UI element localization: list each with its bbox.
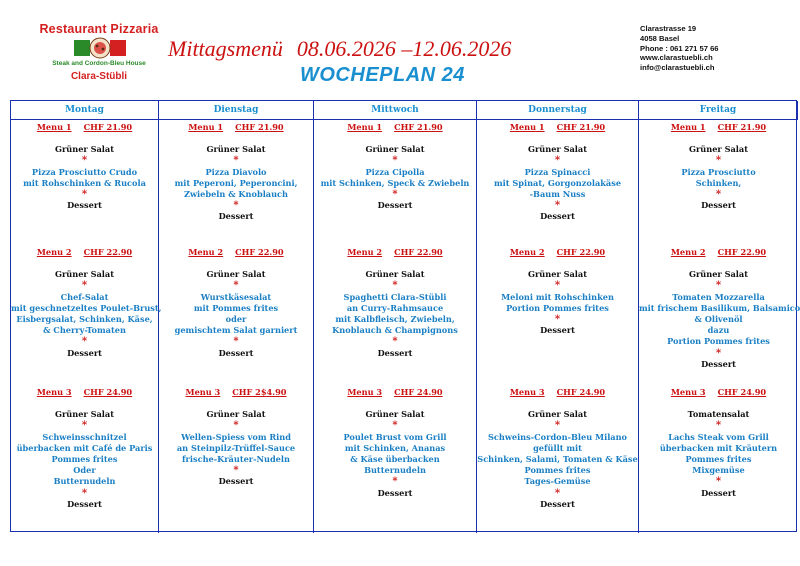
asterisk-icon: * [554,420,561,432]
menu-heading [11,122,158,133]
dish-description: mit Schinken, Ananas [344,442,446,453]
menu-heading [11,387,158,398]
menu-2-block [11,247,162,359]
asterisk-icon: * [715,155,722,167]
menu-heading [314,247,476,258]
dish-description: Pizza Spinacci [524,166,591,177]
day-column-montag [11,120,162,533]
dish-description: gefüllt mit [533,442,582,453]
dish-description: mit Schinken, Speck & Zwiebeln [320,177,470,188]
course-item: Dessert [540,211,575,222]
asterisk-icon: * [81,155,88,167]
menu-price: CHF 2$4.90 [232,387,287,397]
asterisk-icon: * [715,476,722,488]
dish-description: Schinken, Salami, Tomaten & Käse [477,454,638,465]
dish-description: Pommes frites [685,454,752,465]
dish-description: Oder [73,465,96,476]
course-item: Tomatensalat [687,409,750,420]
asterisk-icon: * [81,280,88,292]
page-title [168,36,608,62]
asterisk-icon: * [715,347,722,359]
dish-description: Pommes frites [524,465,591,476]
dish-description: Tomaten Mozzarella [672,291,765,302]
course-item: Grüner Salat [55,144,114,155]
course-item: Grüner Salat [206,409,266,420]
dish-description: Pizza Prosciutto [681,166,756,177]
menu-1-block [11,122,158,211]
asterisk-icon: * [392,420,398,432]
menu-3-block [477,387,638,510]
course-item: Grüner Salat [528,409,587,420]
course-item: Dessert [701,487,736,498]
course-item: Dessert [377,200,413,211]
dish-description: Pommes frites [51,454,118,465]
address-web: www.clarastuebli.ch [640,53,713,63]
title-label: Mittagsmenü [168,36,283,61]
course-item: Dessert [701,200,736,211]
menu-price: CHF 24.90 [394,387,443,397]
dish-description: & Cherry-Tomaten [43,325,126,336]
day-column-mittwoch [314,120,477,533]
weekly-menu-table [10,100,800,532]
menu-label: Menu 2 [670,247,706,257]
course-item: Grüner Salat [689,144,748,155]
title-dates: 08.06.2026 –12.06.2026 [296,36,512,61]
asterisk-icon: * [392,155,398,167]
menu-2-block [314,247,476,359]
asterisk-icon: * [392,476,398,488]
dish-description: Schweinsschnitzel [42,431,127,442]
dish-description: & Olivenöl [694,314,743,325]
dish-description: überbacken mit Kräutern [659,442,778,453]
menu-label: Menu 3 [36,387,72,397]
day-column-freitag [639,120,798,533]
week-plan-title: WOCHEPLAN 24 [300,64,465,86]
course-item: Dessert [67,200,102,211]
menu-heading [477,387,638,398]
dish-description: Pizza Cipolla [365,166,425,177]
logo-subname: Clara-Stübli [70,71,128,82]
course-item: Grüner Salat [528,144,587,155]
menu-heading [477,247,638,258]
dish-description: -Baum Nuss [529,189,586,200]
dish-description: Lachs Steak vom Grill [668,431,769,442]
asterisk-icon: * [715,420,722,432]
asterisk-icon: * [392,336,398,348]
asterisk-icon: * [81,336,88,348]
menu-label: Menu 2 [188,247,224,257]
course-item: Grüner Salat [365,144,425,155]
menu-price: CHF 24.90 [556,387,606,397]
menu-label: Menu 3 [185,387,221,397]
address-city: 4058 Basel [640,33,680,43]
asterisk-icon: * [715,189,722,201]
menu-label: Menu 1 [36,122,72,132]
logo-name: Restaurant Pizzaria [39,22,159,36]
dish-description: mit Spinat, Gorgonzolakäse [493,177,622,188]
menu-1-block [477,122,638,223]
dish-description: Poulet Brust vom Grill [343,431,447,442]
dish-description: oder [225,314,247,325]
menu-label: Menu 2 [36,247,72,257]
dish-description: Butternudeln [53,476,116,487]
address-phone: Phone : 061 271 57 66 [640,43,719,53]
asterisk-icon: * [233,200,239,212]
menu-3-block [314,387,476,499]
menu-1-block [159,122,313,223]
menu-2-block [639,247,798,370]
dish-description: Schweins-Cordon-Bleu Milano [487,431,628,442]
dish-description: Eisbergsalat, Schinken, Käse, [16,314,153,325]
dish-description: mit Rohschinken & Rucola [23,177,146,188]
menu-price: CHF 24.90 [83,387,133,397]
dish-description: Meloni mit Rohschinken [501,291,614,302]
menu-2-block [477,247,638,336]
menu-heading [639,247,798,258]
menu-heading [477,122,638,133]
dish-description: frische-Kräuter-Nudeln [182,454,290,465]
day-header-mittwoch: Mittwoch [314,101,477,120]
day-column-dienstag [159,120,314,533]
asterisk-icon: * [715,280,722,292]
course-item: Dessert [540,498,575,509]
address-email: info@clarastuebli.ch [640,63,715,73]
course-item: Dessert [377,347,413,358]
menu-price: CHF 21.90 [394,122,443,132]
menu-3-block [159,387,313,488]
menu-heading [159,387,313,398]
asterisk-icon: * [392,280,398,292]
dish-description: Wellen-Spiess vom Rind [181,431,291,442]
menu-3-block [11,387,158,510]
asterisk-icon: * [233,155,239,167]
dish-description: überbacken mit Café de Paris [16,442,153,453]
menu-label: Menu 1 [347,122,383,132]
menu-price: CHF 22.90 [83,247,133,257]
menu-heading [314,122,476,133]
dish-description: Portion Pommes frites [506,302,609,313]
course-item: Grüner Salat [206,269,266,280]
dish-description: Butternudeln [364,465,426,476]
menu-price: CHF 21.90 [235,122,284,132]
course-item: Grüner Salat [55,269,114,280]
dish-description: Chef-Salat [60,291,109,302]
course-item: Dessert [218,347,254,358]
dish-description: mit frischem Basilikum, Balsamico [639,302,800,313]
menu-label: Menu 1 [670,122,706,132]
menu-heading [159,247,313,258]
asterisk-icon: * [233,420,239,432]
dish-description: Portion Pommes frites [667,336,770,347]
contact-address [640,24,790,73]
dish-description: Spaghetti Clara-Stübli [343,291,447,302]
menu-heading [11,247,158,258]
dish-description: dazu [707,325,730,336]
course-item: Dessert [218,476,254,487]
course-item: Dessert [377,487,413,498]
dish-description: & Käse überbacken [350,454,440,465]
menu-heading [639,387,798,398]
menu-price: CHF 21.90 [83,122,133,132]
dish-description: Schinken, [695,177,742,188]
menu-3-block [639,387,798,499]
day-header-donnerstag: Donnerstag [477,101,639,120]
asterisk-icon: * [233,465,239,477]
menu-label: Menu 2 [347,247,383,257]
course-item: Dessert [67,347,102,358]
dish-description: mit geschnetzeltes Poulet-Brust, [11,302,162,313]
asterisk-icon: * [554,155,561,167]
asterisk-icon: * [554,200,561,212]
dish-description: Zwiebeln & Knoblauch [184,189,288,200]
menu-label: Menu 3 [670,387,706,397]
menu-price: CHF 21.90 [717,122,767,132]
dish-description: Wurstkäsesalat [200,291,272,302]
menu-1-block [314,122,476,211]
menu-price: CHF 24.90 [717,387,767,397]
course-item: Grüner Salat [206,144,266,155]
menu-heading [639,122,798,133]
dish-description: Knoblauch & Champignons [332,325,458,336]
asterisk-icon: * [81,189,88,201]
day-column-donnerstag [477,120,639,533]
menu-label: Menu 2 [509,247,545,257]
menu-price: CHF 22.90 [235,247,284,257]
logo-tagline: Steak and Cordon-Bleu House [52,60,146,67]
course-item: Grüner Salat [55,409,114,420]
dish-description: Pizza Prosciutto Crudo [31,166,138,177]
asterisk-icon: * [233,280,239,292]
asterisk-icon: * [392,189,398,201]
course-item: Grüner Salat [689,269,748,280]
dish-description: mit Pommes frites [193,302,279,313]
pizza-chef-logo-icon [72,36,128,60]
asterisk-icon: * [81,420,88,432]
menu-price: CHF 22.90 [556,247,606,257]
day-header-dienstag: Dienstag [159,101,314,120]
dish-description: Pizza Diavolo [205,166,267,177]
menu-1-block [639,122,798,211]
menu-label: Menu 1 [509,122,545,132]
course-item: Dessert [67,498,102,509]
asterisk-icon: * [554,487,561,499]
day-header-freitag: Freitag [639,101,798,120]
menu-price: CHF 22.90 [717,247,767,257]
course-item: Grüner Salat [365,409,425,420]
dish-description: Tages-Gemüse [524,476,591,487]
dish-description: Mixgemüse [692,465,745,476]
menu-label: Menu 3 [509,387,545,397]
asterisk-icon: * [554,280,561,292]
menu-heading [159,122,313,133]
menu-price: CHF 21.90 [556,122,606,132]
menu-label: Menu 3 [347,387,383,397]
menu-price: CHF 22.90 [394,247,443,257]
course-item: Dessert [218,211,254,222]
day-header-montag: Montag [11,101,159,120]
course-item: Grüner Salat [365,269,425,280]
dish-description: an Curry-Rahmsauce [346,302,444,313]
asterisk-icon: * [233,336,239,348]
address-street: Clarastrasse 19 [640,24,697,33]
dish-description: mit Peperoni, Peperoncini, [174,177,298,188]
course-item: Dessert [540,325,575,336]
menu-label: Menu 1 [188,122,224,132]
asterisk-icon: * [554,314,561,326]
dish-description: gemischtem Salat garniert [174,325,298,336]
menu-heading [314,387,476,398]
dish-description: mit Kalbfleisch, Zwiebeln, [335,314,455,325]
course-item: Dessert [701,358,736,369]
menu-2-block [159,247,313,359]
dish-description: an Steinpilz-Trüffel-Sauce [176,442,296,453]
asterisk-icon: * [81,487,88,499]
restaurant-logo [14,22,184,82]
course-item: Grüner Salat [528,269,587,280]
